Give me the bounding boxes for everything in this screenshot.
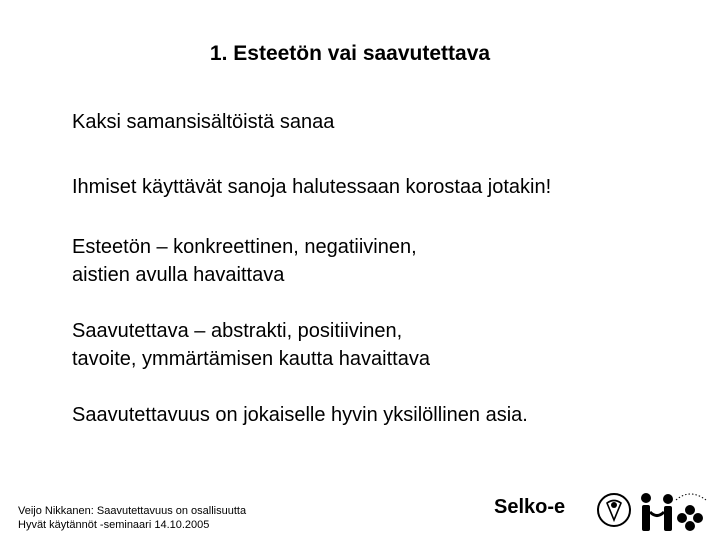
paragraph-2 xyxy=(72,173,692,201)
selko-brand-text: Selko-e xyxy=(494,496,566,518)
footer-credits xyxy=(18,504,246,532)
paragraph-1 xyxy=(72,108,692,136)
paragraph-4 xyxy=(72,317,692,373)
paragraph-3 xyxy=(72,233,692,289)
slide-title: 1. Esteetön vai saavutettava xyxy=(209,42,491,65)
paragraph-2-line-1: Ihmiset käyttävät sanoja halutessaan korostaa jotakin! xyxy=(72,176,552,198)
footer-author-line: Veijo Nikkanen: Saavutettavuus on osallisuutta xyxy=(18,505,247,517)
paragraph-5 xyxy=(72,401,692,429)
selko-circle-logo-icon xyxy=(594,490,634,530)
paragraph-3-line-2: aistien avulla havaittava xyxy=(72,264,285,286)
accessibility-people-logo-icon xyxy=(638,490,718,534)
paragraph-5-line-1: Saavutettavuus on jokaiselle hyvin yksilöllinen asia. xyxy=(72,404,528,426)
paragraph-3-line-1: Esteetön – konkreettinen, negatiivinen, xyxy=(72,236,417,258)
paragraph-4-line-2: tavoite, ymmärtämisen kautta havaittava xyxy=(72,348,430,370)
paragraph-1-line-1: Kaksi samansisältöistä sanaa xyxy=(72,111,335,133)
footer-event-line: Hyvät käytännöt -seminaari 14.10.2005 xyxy=(18,519,210,531)
paragraph-4-line-1: Saavutettava – abstrakti, positiivinen, xyxy=(72,320,403,342)
